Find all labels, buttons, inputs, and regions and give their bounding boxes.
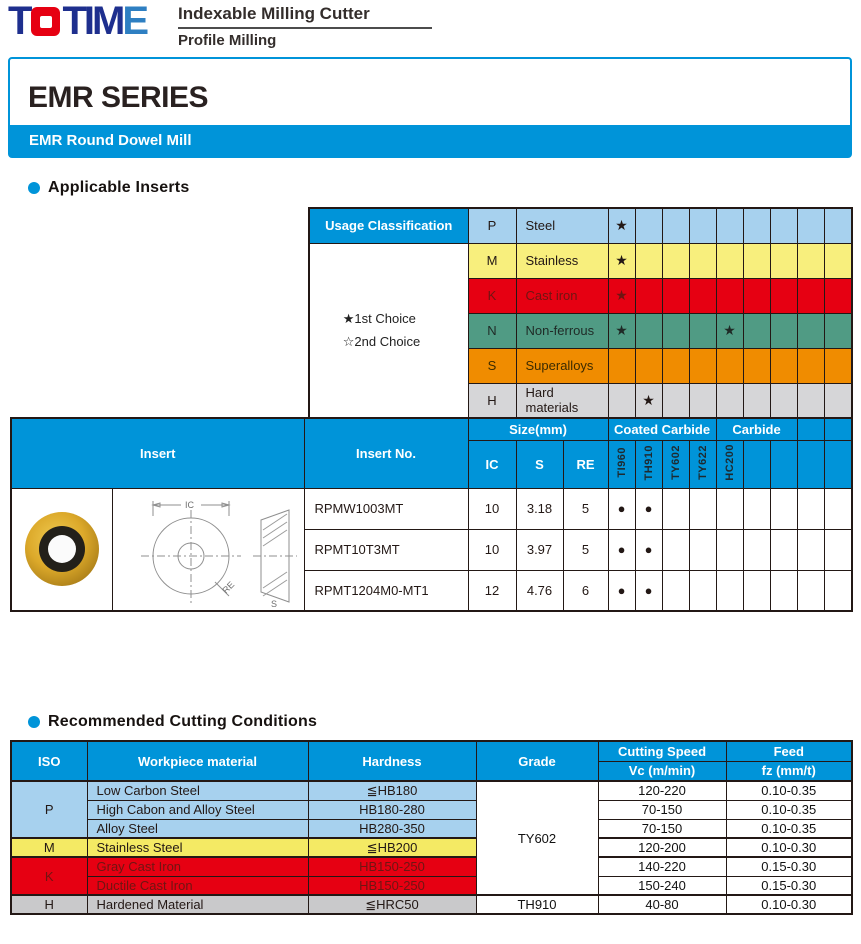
col-header-size: Size(mm) [468, 418, 608, 440]
vc-cell: 120-220 [598, 781, 726, 800]
iso-cell: K [11, 857, 87, 895]
s-cell: 4.76 [516, 570, 563, 611]
dot-cell [743, 529, 770, 570]
col-header-blank [797, 418, 824, 440]
fz-cell: 0.10-0.35 [726, 819, 852, 838]
dot-cell: ● [608, 529, 635, 570]
grade-col-ti960: TI960 [608, 440, 635, 488]
mark-cell [662, 278, 689, 313]
material-name-cell: Steel [516, 208, 608, 243]
mark-cell [743, 278, 770, 313]
grade-cell: TH910 [476, 895, 598, 914]
workpiece-cell: Gray Cast Iron [87, 857, 308, 876]
logo-letter-t: T [8, 0, 30, 43]
mark-cell [716, 348, 743, 383]
hardness-cell: ≦HB200 [308, 838, 476, 857]
dot-cell [689, 488, 716, 529]
dot-cell [797, 529, 824, 570]
logo-letters-tim: TIM [62, 0, 123, 43]
dot-cell [716, 570, 743, 611]
col-header-workpiece: Workpiece material [87, 741, 308, 781]
grade-cell: TY602 [476, 781, 598, 895]
material-name-cell: Non-ferrous [516, 313, 608, 348]
series-subtitle-banner: EMR Round Dowel Mill [10, 125, 850, 156]
material-code-cell: H [468, 383, 516, 418]
hardness-cell: HB180-280 [308, 800, 476, 819]
material-name-cell: Superalloys [516, 348, 608, 383]
dot-cell [689, 529, 716, 570]
mark-cell [662, 243, 689, 278]
mark-cell [824, 383, 852, 418]
insert-no-cell: RPMT1204M0-MT1 [304, 570, 468, 611]
mark-cell [689, 313, 716, 348]
bullet-dot-icon [28, 716, 40, 728]
dot-cell [824, 529, 852, 570]
vc-cell: 70-150 [598, 800, 726, 819]
mark-cell [797, 348, 824, 383]
mark-cell [689, 208, 716, 243]
workpiece-cell: Alloy Steel [87, 819, 308, 838]
col-header-coated-carbide: Coated Carbide [608, 418, 716, 440]
svg-text:RE: RE [220, 579, 237, 596]
workpiece-cell: Stainless Steel [87, 838, 308, 857]
re-cell: 5 [563, 529, 608, 570]
insert-no-cell: RPMW1003MT [304, 488, 468, 529]
grade-col-ty622: TY622 [689, 440, 716, 488]
dot-cell [770, 488, 797, 529]
dot-cell: ● [635, 529, 662, 570]
ic-cell: 12 [468, 570, 516, 611]
mark-cell [635, 208, 662, 243]
dot-cell: ● [608, 488, 635, 529]
material-name-cell: Stainless [516, 243, 608, 278]
mark-cell [716, 278, 743, 313]
dot-cell: ● [635, 570, 662, 611]
mark-cell [770, 208, 797, 243]
insert-photo-hole [48, 535, 76, 563]
fz-cell: 0.10-0.30 [726, 895, 852, 914]
material-name-cell: Cast iron [516, 278, 608, 313]
section-heading-cutting-conditions [28, 713, 317, 731]
legend-first-choice: ★1st Choice [342, 310, 416, 326]
dot-cell [743, 570, 770, 611]
mark-cell [689, 348, 716, 383]
dot-cell [770, 529, 797, 570]
mark-cell [770, 278, 797, 313]
col-header-grade: Grade [476, 741, 598, 781]
mark-cell [689, 243, 716, 278]
svg-text:IC: IC [185, 500, 194, 511]
grade-col-blank [770, 440, 797, 488]
workpiece-cell: Hardened Material [87, 895, 308, 914]
insert-spec-table [10, 417, 853, 612]
mark-cell [797, 208, 824, 243]
insert-photo [25, 512, 99, 586]
hardness-cell: HB150-250 [308, 857, 476, 876]
fz-cell: 0.10-0.35 [726, 800, 852, 819]
dot-cell [797, 570, 824, 611]
section-heading-applicable-inserts [28, 179, 189, 197]
mark-cell: ★ [608, 208, 635, 243]
workpiece-cell: Low Carbon Steel [87, 781, 308, 800]
vc-cell: 120-200 [598, 838, 726, 857]
fz-cell: 0.10-0.30 [726, 838, 852, 857]
vc-cell: 40-80 [598, 895, 726, 914]
mark-cell [743, 243, 770, 278]
mark-cell [824, 348, 852, 383]
s-cell: 3.18 [516, 488, 563, 529]
size-col-re: RE [563, 440, 608, 488]
fz-cell: 0.10-0.35 [726, 781, 852, 800]
col-header-insert: Insert [11, 418, 304, 488]
hardness-cell: HB150-250 [308, 876, 476, 895]
workpiece-cell: High Cabon and Alloy Steel [87, 800, 308, 819]
cutting-conditions-table [10, 740, 853, 915]
grade-col-hc200: HC200 [716, 440, 743, 488]
mark-cell [716, 243, 743, 278]
choice-legend-cell [309, 243, 468, 418]
mark-cell [824, 313, 852, 348]
usage-classification-header: Usage Classification [309, 208, 468, 243]
mark-cell [662, 313, 689, 348]
col-header-hardness: Hardness [308, 741, 476, 781]
mark-cell [635, 313, 662, 348]
mark-cell [635, 278, 662, 313]
col-header-blank [824, 418, 852, 440]
dot-cell [662, 570, 689, 611]
vc-cell: 70-150 [598, 819, 726, 838]
col-header-carbide: Carbide [716, 418, 797, 440]
col-header-feed: Feed [726, 741, 852, 761]
mark-cell [689, 278, 716, 313]
mark-cell [797, 383, 824, 418]
mark-cell: ★ [608, 313, 635, 348]
dot-cell [824, 570, 852, 611]
mark-cell [743, 208, 770, 243]
material-code-cell: P [468, 208, 516, 243]
series-box [8, 57, 852, 158]
vc-cell: 150-240 [598, 876, 726, 895]
mark-cell [824, 278, 852, 313]
tagline-line1: Indexable Milling Cutter [178, 4, 432, 29]
dot-cell [743, 488, 770, 529]
mark-cell [608, 383, 635, 418]
col-header-insert-no: Insert No. [304, 418, 468, 488]
mark-cell [743, 348, 770, 383]
mark-cell: ★ [608, 243, 635, 278]
grade-col-blank [824, 440, 852, 488]
dot-cell [662, 488, 689, 529]
mark-cell [662, 383, 689, 418]
grade-col-blank [797, 440, 824, 488]
legend-second-choice: ☆2nd Choice [342, 334, 421, 350]
mark-cell [824, 208, 852, 243]
col-header-vc: Vc (m/min) [598, 761, 726, 781]
svg-text:S: S [271, 599, 278, 609]
col-header-cutting-speed: Cutting Speed [598, 741, 726, 761]
mark-cell [770, 243, 797, 278]
size-col-ic: IC [468, 440, 516, 488]
dot-cell: ● [608, 570, 635, 611]
mark-cell [608, 348, 635, 383]
fz-cell: 0.15-0.30 [726, 857, 852, 876]
re-cell: 6 [563, 570, 608, 611]
tagline-line2: Profile Milling [178, 32, 277, 49]
dot-cell [770, 570, 797, 611]
hardness-cell: ≦HRC50 [308, 895, 476, 914]
logo-letter-e: E [122, 0, 146, 43]
mark-cell [716, 208, 743, 243]
dot-cell [716, 488, 743, 529]
mark-cell [662, 208, 689, 243]
insert-drawing [113, 490, 303, 608]
dot-cell: ● [635, 488, 662, 529]
ic-cell: 10 [468, 529, 516, 570]
mark-cell [743, 383, 770, 418]
iso-cell: H [11, 895, 87, 914]
material-code-cell: S [468, 348, 516, 383]
grade-col-ty602: TY602 [662, 440, 689, 488]
material-code-cell: N [468, 313, 516, 348]
col-header-iso: ISO [11, 741, 87, 781]
dot-cell [689, 570, 716, 611]
section-title: Applicable Inserts [48, 179, 190, 196]
dot-cell [716, 529, 743, 570]
material-code-cell: K [468, 278, 516, 313]
logo-red-o-icon [31, 7, 60, 36]
re-cell: 5 [563, 488, 608, 529]
mark-cell: ★ [608, 278, 635, 313]
iso-cell: M [11, 838, 87, 857]
mark-cell [797, 313, 824, 348]
col-header-fz: fz (mm/t) [726, 761, 852, 781]
workpiece-cell: Ductile Cast Iron [87, 876, 308, 895]
totime-logo [8, 1, 146, 41]
mark-cell [743, 313, 770, 348]
mark-cell [689, 383, 716, 418]
section-title: Recommended Cutting Conditions [48, 713, 318, 730]
mark-cell [635, 348, 662, 383]
dot-cell [662, 529, 689, 570]
insert-photo-cell [11, 488, 112, 611]
grade-col-th910: TH910 [635, 440, 662, 488]
ic-cell: 10 [468, 488, 516, 529]
dot-cell [824, 488, 852, 529]
bullet-dot-icon [28, 182, 40, 194]
vc-cell: 140-220 [598, 857, 726, 876]
dot-cell [797, 488, 824, 529]
mark-cell: ★ [716, 313, 743, 348]
mark-cell [770, 383, 797, 418]
page-title: EMR SERIES [28, 81, 209, 114]
s-cell: 3.97 [516, 529, 563, 570]
mark-cell [797, 278, 824, 313]
grade-col-blank [743, 440, 770, 488]
mark-cell [716, 383, 743, 418]
mark-cell [635, 243, 662, 278]
size-col-s: S [516, 440, 563, 488]
material-code-cell: M [468, 243, 516, 278]
insert-drawing-cell [112, 488, 304, 611]
fz-cell: 0.15-0.30 [726, 876, 852, 895]
hardness-cell: ≦HB180 [308, 781, 476, 800]
mark-cell: ★ [635, 383, 662, 418]
mark-cell [662, 348, 689, 383]
hardness-cell: HB280-350 [308, 819, 476, 838]
mark-cell [824, 243, 852, 278]
mark-cell [770, 348, 797, 383]
header-tagline [178, 4, 432, 49]
material-name-cell: Hard materials [516, 383, 608, 418]
insert-no-cell: RPMT10T3MT [304, 529, 468, 570]
mark-cell [770, 313, 797, 348]
iso-cell: P [11, 781, 87, 838]
mark-cell [797, 243, 824, 278]
usage-classification-table [308, 207, 853, 419]
